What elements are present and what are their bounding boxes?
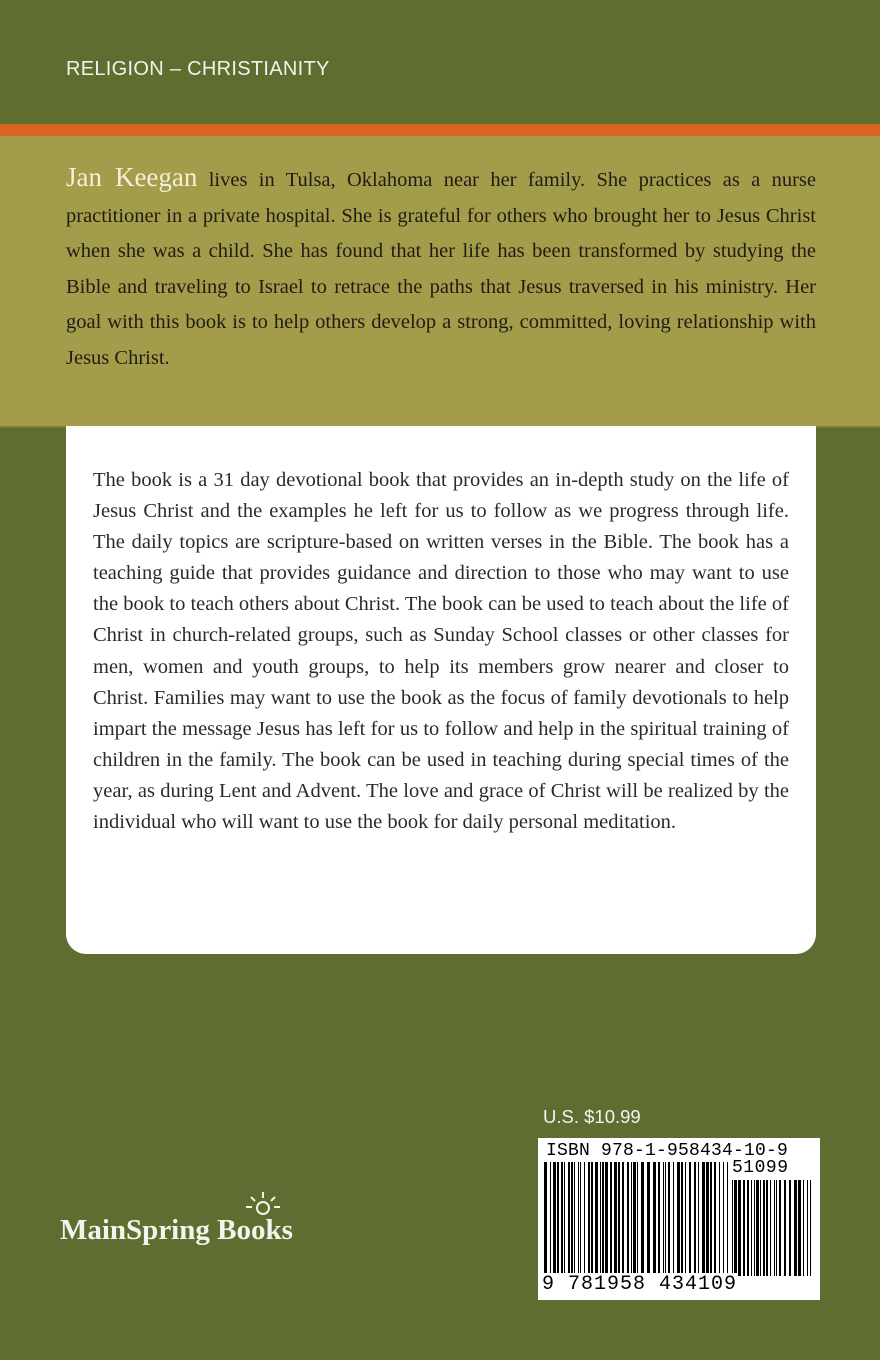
orange-divider [0, 124, 880, 136]
description-box [66, 426, 816, 954]
author-bio-text: lives in Tulsa, Oklahoma near her family. She practices as a nurse practitioner in a private hospital. She is grateful for others who brought her to Jesus Christ when she was a child. She has found that her life has been transformed by studying the Bible and traveling to Israel to retrace the paths that Jesus traversed in his ministry. Her goal with this book is to help others develop a strong, committed, loving relationship with Jesus Christ. [66, 169, 816, 369]
author-bio [66, 160, 816, 376]
author-name: Jan Keegan [66, 162, 198, 192]
price-label: U.S. $10.99 [543, 1106, 641, 1127]
category-label: RELIGION – CHRISTIANITY [66, 58, 330, 80]
addon-digits: 51099 [732, 1158, 789, 1178]
ean-digits: 9 781958 434109 [542, 1273, 738, 1296]
book-description: The book is a 31 day devotional book that provides an in-depth study on the life of Jesus Christ and the examples he left for us to follow as we progress through life. The daily topics are scripture-based on written verses in the Bible. The book has a teaching guide that provides guidance and direction to those who may want to use the book to teach others about Christ. The book can be used to teach about the life of Christ in church-related groups, such as Sunday School classes or other classes for men, women and youth groups, to help its members grow nearer and closer to Christ. Families may want to use the book as the focus of family devotionals to help impart the message Jesus has left for us to follow and help in the spiritual training of children in the family. The book can be used in teaching during special times of the year, as during Lent and Advent. The love and grace of Christ will be realized by the individual who will want to use the book for daily personal meditation. [93, 469, 789, 834]
publisher-logo [60, 1190, 380, 1254]
isbn-label: ISBN 978-1-958434-10-9 [546, 1141, 789, 1161]
addon-barcode-icon [732, 1180, 812, 1276]
publisher-name: MainSpring Books [60, 1214, 293, 1246]
barcode-icon [544, 1162, 728, 1276]
barcode-panel [538, 1138, 820, 1300]
